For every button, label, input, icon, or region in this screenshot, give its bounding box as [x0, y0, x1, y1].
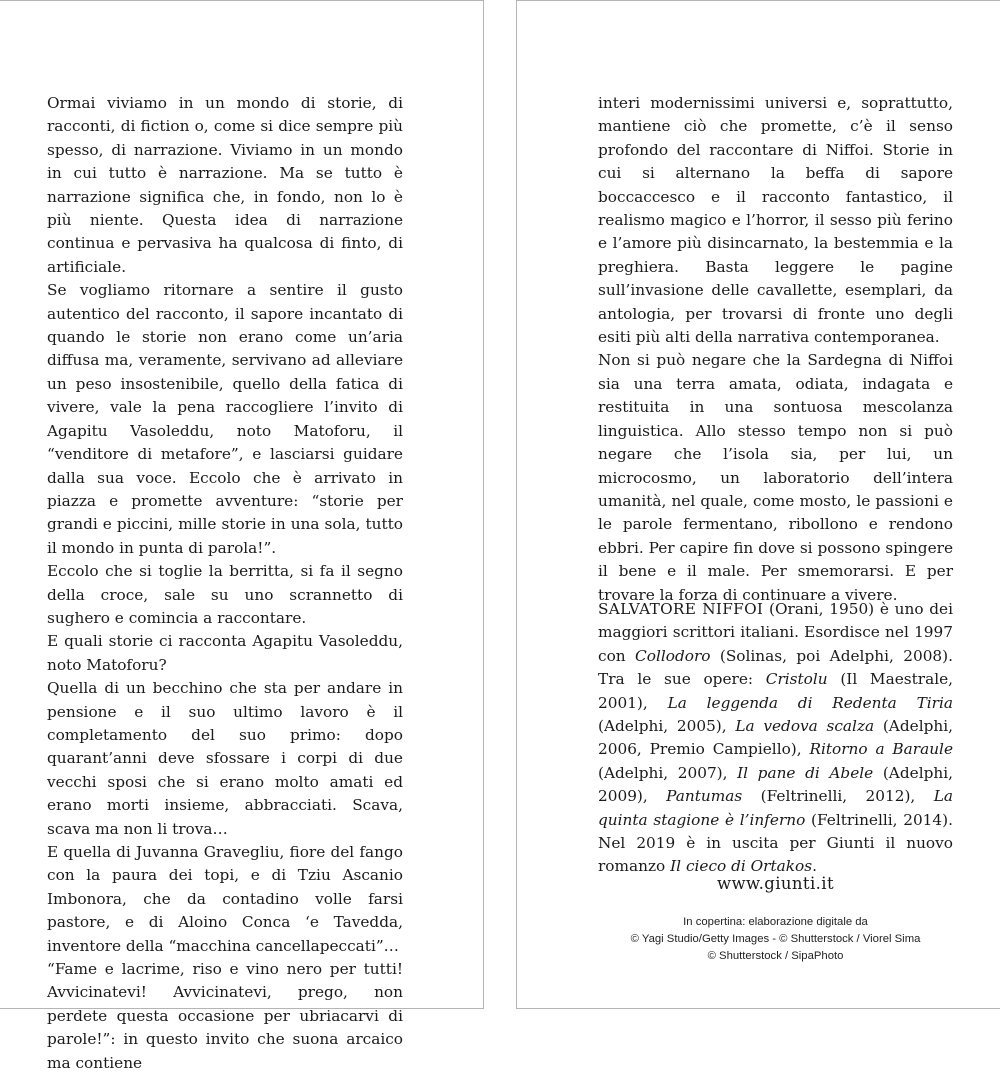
book-title: Il pane di Abele [737, 763, 874, 782]
paragraph: interi modernissimi universi e, soprattutto, mantiene ciò che promette, c’è il senso profondo del raccontare di Niffoi. Storie in cui si alternano la beffa di sapore boccaccesco e il racconto fantastico, il realismo magico e l’horror, il sesso più ferino e l’amore più disincarnato, la bestemmia e la preghiera. Basta leggere le pagine sull’invasione delle cavallette, esemplari, da antologia, per trovarsi di fronte uno degli esiti più alti della narrativa contemporanea. [598, 94, 953, 347]
book-title: La vedova scalza [735, 717, 875, 736]
publisher-website: www.giunti.it [716, 874, 834, 893]
book-title: Il cieco di Ortakos [670, 857, 813, 876]
paragraph: Eccolo che si toglie la berritta, si fa il segno della croce, sale su uno scrannetto di sughero e comincia a raccontare. [47, 562, 403, 627]
book-title: Cristolu [765, 670, 828, 689]
author-name: SALVATORE NIFFOI [598, 600, 764, 618]
right-flap-text [598, 92, 953, 607]
credit-line: © Shutterstock / SipaPhoto [707, 950, 844, 962]
bio-text: . [812, 857, 817, 876]
book-title: Collodoro [635, 646, 711, 665]
bio-text: (Orani, 1950) è uno dei maggiori scrittori italiani. Esordisce nel 1997 con [598, 600, 953, 665]
paragraph: Ormai viviamo in un mondo di storie, di racconti, di fiction o, come si dice sempre più spesso, di narrazione. Viviamo in un mondo in cui tutto è narrazione. Ma se tutto è narrazione significa che, in fondo, non lo è più niente. Questa idea di narrazione continua e pervasiva ha qualcosa di finto, di artificiale. [47, 94, 403, 276]
credit-line: In copertina: elaborazione digitale da [683, 916, 868, 928]
book-title: La leggenda di Redenta Tiria [667, 693, 953, 712]
paragraph: “Fame e lacrime, riso e vino nero per tutti! Avvicinatevi! Avvicinatevi, prego, non perdete questa occasione per ubriacarvi di parole!”: in questo invito che suona arcaico ma contiene [47, 960, 403, 1072]
bio-text: (Feltrinelli, 2014). Nel 2019 è in uscita per Giunti il nuovo romanzo [598, 810, 953, 876]
bio-text: (Adelphi, 2006, Premio Campiello), [598, 717, 953, 759]
book-title: Ritorno a Baraule [809, 740, 953, 759]
paragraph: Quella di un becchino che sta per andare in pensione e il suo ultimo lavoro è il completamento del suo primo: dopo quarant’anni deve sfossare i corpi di due vecchi sposi che si erano molto amati ed erano morti insieme, abbracciati. Scava, scava ma non li trova… [47, 679, 403, 838]
paragraph: E quella di Juvanna Gravegliu, fiore del fango con la paura dei topi, e di Tziu Ascanio Imbonora, che da contadino volle farsi pastore, e di Aloino Conca ‘e Tavedda, inventore della “macchina cancellapeccati”… [47, 843, 403, 955]
cover-credits [598, 914, 953, 965]
bio-text: (Adelphi, 2007), [598, 763, 738, 782]
book-title: Pantumas [666, 787, 743, 806]
left-flap [0, 0, 484, 1072]
book-title: La quinta stagione è l’inferno [598, 787, 953, 829]
bio-text: (Feltrinelli, 2012), [742, 787, 934, 806]
paragraph: E quali storie ci racconta Agapitu Vasoleddu, noto Matoforu? [47, 632, 403, 674]
paragraph: Non si può negare che la Sardegna di Niffoi sia una terra amata, odiata, indagata e restituita in una sontuosa mescolanza linguistica. Allo stesso tempo non si può negare che l’isola sia, per lui, un microcosmo, un laboratorio dell’intera umanità, nel quale, come mosto, le passioni e le parole fermentano, ribollono e rendono ebbri. Per capire fin dove si possono spingere il bene e il male. Per smemorarsi. E per trovare la forza di continuare a vivere. [598, 351, 953, 604]
author-bio [598, 598, 953, 879]
right-flap [516, 0, 1000, 1009]
bio-text: (Solinas, poi Adelphi, 2008). Tra le sue opere: [598, 646, 953, 689]
left-flap-text [47, 92, 403, 1075]
credit-line: © Yagi Studio/Getty Images - © Shutterstock / Viorel Sima [630, 933, 921, 945]
bio-text: (Il Maestrale, 2001), [598, 670, 953, 712]
bio-text: (Adelphi, 2009), [598, 763, 953, 806]
bio-text: (Adelphi, 2005), [598, 717, 736, 736]
paragraph: Se vogliamo ritornare a sentire il gusto autentico del racconto, il sapore incantato di quando le storie non erano come un’aria diffusa ma, veramente, servivano ad alleviare un peso insostenibile, quello della fatica di vivere, vale la pena raccogliere l’invito di Agapitu Vasoleddu, noto Matoforu, il “venditore di metafore”, e lasciarsi guidare dalla sua voce. Eccolo che è arrivato in piazza e promette avventure: “storie per grandi e piccini, mille storie in una sola, tutto il mondo in punta di parola!”. [47, 281, 403, 557]
